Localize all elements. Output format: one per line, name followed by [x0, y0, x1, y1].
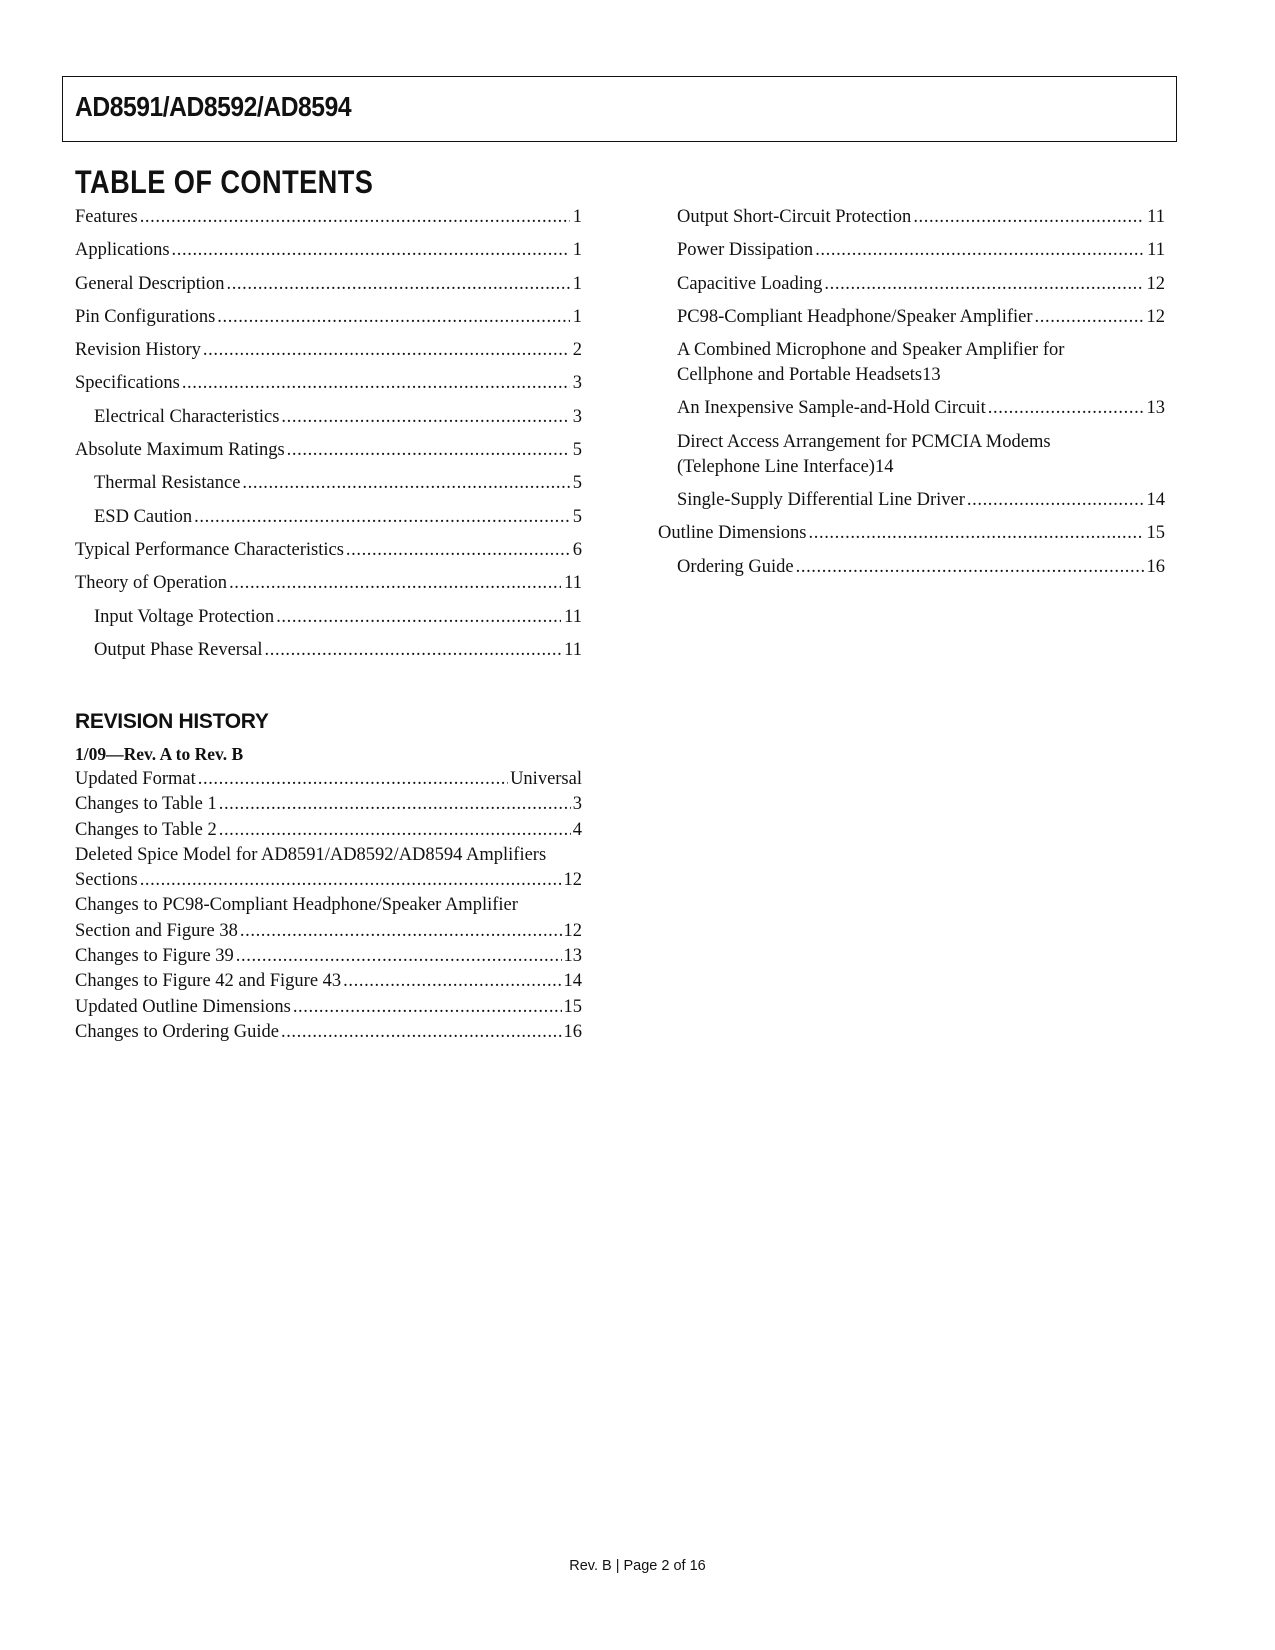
toc-entry-label-line1: A Combined Microphone and Speaker Amplifier for: [677, 340, 1065, 361]
revision-page-ref: 15: [563, 996, 582, 1017]
revision-entry: [75, 1020, 582, 1045]
revision-entry-label: Changes to Figure 39: [75, 946, 234, 967]
toc-entry[interactable]: [658, 555, 1165, 580]
toc-leader-dots: [287, 438, 570, 463]
revision-entry-line1: Deleted Spice Model for AD8591/AD8592/AD8594 Amplifiers: [75, 844, 547, 865]
toc-entry-label: Applications: [75, 240, 170, 261]
toc-entry[interactable]: [75, 471, 582, 496]
toc-leader-dots: [809, 521, 1144, 546]
revision-entry-label: Section and Figure 38: [75, 920, 238, 941]
revision-page-ref: 14: [563, 971, 582, 992]
toc-page-number: 16: [1146, 556, 1165, 577]
toc-entry[interactable]: [75, 371, 582, 396]
revision-entry: [75, 995, 582, 1020]
toc-entry[interactable]: [658, 338, 1165, 388]
toc-right-column: [658, 205, 1165, 588]
toc-page-number: 1: [572, 207, 582, 227]
revision-entry: [75, 792, 582, 817]
toc-entry-label-line1: Direct Access Arrangement for PCMCIA Modems: [677, 431, 1051, 452]
toc-leader-dots: [229, 571, 561, 596]
revision-page-ref: 4: [572, 819, 582, 840]
toc-page-number: 11: [564, 606, 582, 627]
toc-entry-label: Single-Supply Differential Line Driver: [677, 490, 965, 511]
toc-page-number: 11: [564, 573, 582, 594]
toc-page-number: 5: [572, 440, 582, 461]
toc-left-column: [75, 205, 582, 671]
toc-leader-dots: [182, 371, 570, 396]
toc-heading: TABLE OF CONTENTS: [75, 164, 374, 200]
toc-leader-dots: [194, 505, 570, 530]
toc-leader-dots: [172, 238, 570, 263]
toc-page-number: 2: [572, 340, 582, 361]
toc-entry-label: (Telephone Line Interface): [677, 456, 875, 477]
toc-leader-dots: [217, 305, 569, 330]
revision-leader-dots: [293, 995, 562, 1020]
revision-page-ref: 3: [572, 794, 582, 815]
revision-entry-label: Changes to Ordering Guide: [75, 1021, 279, 1042]
toc-entry[interactable]: [658, 205, 1165, 230]
toc-entry-label: Input Voltage Protection: [94, 606, 275, 627]
revision-leader-dots: [240, 919, 562, 944]
toc-page-number: 13: [1146, 398, 1165, 419]
toc-leader-dots: [265, 638, 562, 663]
revision-history-heading: REVISION HISTORY: [75, 710, 269, 733]
toc-leader-dots: [281, 405, 569, 430]
toc-entry[interactable]: [658, 521, 1165, 546]
revision-entry: [75, 919, 582, 944]
revision-page-ref: 16: [563, 1021, 582, 1042]
revision-leader-dots: [219, 792, 571, 817]
revision-entry-line1: Changes to PC98-Compliant Headphone/Speaker Amplifier: [75, 895, 518, 916]
revision-entry-label: Changes to Table 1: [75, 794, 217, 815]
header-box: [62, 76, 1177, 142]
toc-page-number: 14: [874, 456, 894, 477]
revision-entry-label: Changes to Figure 42 and Figure 43: [75, 971, 342, 992]
toc-entry[interactable]: [75, 338, 582, 363]
toc-page-number: 1: [572, 240, 582, 261]
toc-leader-dots: [967, 488, 1144, 513]
toc-entry-label: Typical Performance Characteristics: [75, 539, 344, 560]
toc-leader-dots: [1035, 305, 1144, 330]
toc-page-number: 5: [572, 506, 582, 527]
toc-entry-line2: [677, 455, 1165, 480]
toc-entry-label: Absolute Maximum Ratings: [75, 440, 285, 461]
toc-entry[interactable]: [75, 638, 582, 663]
revision-page-ref: 12: [563, 870, 582, 891]
toc-leader-dots: [276, 605, 561, 630]
toc-page-number: 15: [1146, 523, 1165, 544]
toc-leader-dots: [203, 338, 570, 363]
toc-entry-label: Electrical Characteristics: [94, 406, 280, 427]
toc-entry-label: Output Phase Reversal: [94, 639, 263, 660]
toc-entry-label: Power Dissipation: [677, 240, 814, 261]
document-title: AD8591/AD8592/AD8594: [75, 91, 352, 122]
revision-leader-dots: [219, 818, 571, 843]
toc-entry-label: ESD Caution: [94, 506, 193, 527]
revision-leader-dots: [281, 1020, 562, 1045]
toc-page-number: 3: [572, 406, 582, 427]
toc-leader-dots: [913, 205, 1144, 230]
revision-subheading: 1/09—Rev. A to Rev. B: [75, 744, 244, 764]
toc-leader-dots: [824, 272, 1143, 297]
toc-page-number: 14: [1146, 490, 1165, 511]
revision-entry: [75, 868, 582, 893]
toc-entry-label: Outline Dimensions: [658, 523, 807, 544]
toc-entry[interactable]: [75, 605, 582, 630]
toc-page-number: 1: [572, 273, 582, 294]
toc-page-number: 1: [572, 306, 582, 327]
toc-leader-dots: [140, 205, 570, 230]
toc-entry-label: Ordering Guide: [677, 556, 794, 577]
toc-entry-label: Cellphone and Portable Headsets: [677, 365, 923, 386]
toc-page-number: 13: [922, 365, 941, 386]
toc-leader-dots: [988, 396, 1144, 421]
revision-leader-dots: [140, 868, 562, 893]
toc-leader-dots: [796, 555, 1144, 580]
revision-entry: [75, 944, 582, 969]
toc-page-number: 11: [1147, 240, 1165, 261]
toc-page-number: 11: [564, 639, 582, 660]
revision-entry-label: Changes to Table 2: [75, 819, 217, 840]
revision-leader-dots: [198, 767, 508, 792]
toc-entry[interactable]: [658, 488, 1165, 513]
toc-entry[interactable]: [658, 305, 1165, 330]
revision-page-ref: 13: [563, 946, 582, 967]
toc-entry[interactable]: [658, 430, 1165, 480]
revision-page-ref: Universal: [510, 769, 582, 789]
revision-entry-label: Updated Format: [75, 769, 196, 789]
page-footer: Rev. B | Page 2 of 16: [569, 1558, 706, 1574]
toc-page-number: 12: [1146, 273, 1165, 294]
revision-leader-dots: [236, 944, 562, 969]
toc-page-number: 11: [1147, 207, 1165, 227]
toc-entry[interactable]: [75, 305, 582, 330]
toc-entry-label: PC98-Compliant Headphone/Speaker Amplifier: [677, 306, 1033, 327]
toc-leader-dots: [242, 471, 569, 496]
revision-entry: [75, 767, 582, 792]
revision-leader-dots: [343, 969, 561, 994]
toc-entry[interactable]: [75, 238, 582, 263]
toc-entry[interactable]: [75, 438, 582, 463]
revision-entry-label: Updated Outline Dimensions: [75, 996, 291, 1017]
toc-page-number: 6: [572, 539, 582, 560]
toc-entry[interactable]: [75, 205, 582, 230]
toc-entry[interactable]: [658, 238, 1165, 263]
toc-entry-label: Specifications: [75, 373, 180, 394]
toc-entry-label: An Inexpensive Sample-and-Hold Circuit: [677, 398, 986, 419]
revision-entry: [75, 818, 582, 843]
toc-entry-line2: [677, 363, 1165, 388]
toc-entry[interactable]: [75, 538, 582, 563]
toc-entry[interactable]: [75, 405, 582, 430]
toc-page-number: 12: [1146, 306, 1165, 327]
toc-entry-label: Revision History: [75, 340, 201, 361]
revision-entry-label: Sections: [75, 870, 138, 891]
toc-entry-label: Capacitive Loading: [677, 273, 823, 294]
toc-entry[interactable]: [75, 505, 582, 530]
toc-page-number: 3: [572, 373, 582, 394]
revision-page-ref: 12: [563, 920, 582, 941]
toc-entry-label: Features: [75, 207, 138, 227]
toc-entry[interactable]: [658, 396, 1165, 421]
toc-entry-label: General Description: [75, 273, 225, 294]
toc-entry[interactable]: [75, 272, 582, 297]
toc-entry-label: Output Short-Circuit Protection: [677, 207, 912, 227]
toc-entry-label: Pin Configurations: [75, 306, 216, 327]
toc-leader-dots: [815, 238, 1144, 263]
toc-entry[interactable]: [658, 272, 1165, 297]
toc-page-number: 5: [572, 473, 582, 494]
revision-entry: [75, 969, 582, 994]
toc-entry[interactable]: [75, 571, 582, 596]
toc-leader-dots: [226, 272, 569, 297]
toc-entry-label: Theory of Operation: [75, 573, 228, 594]
revision-list: [75, 767, 582, 1045]
toc-leader-dots: [346, 538, 570, 563]
toc-entry-label: Thermal Resistance: [94, 473, 241, 494]
